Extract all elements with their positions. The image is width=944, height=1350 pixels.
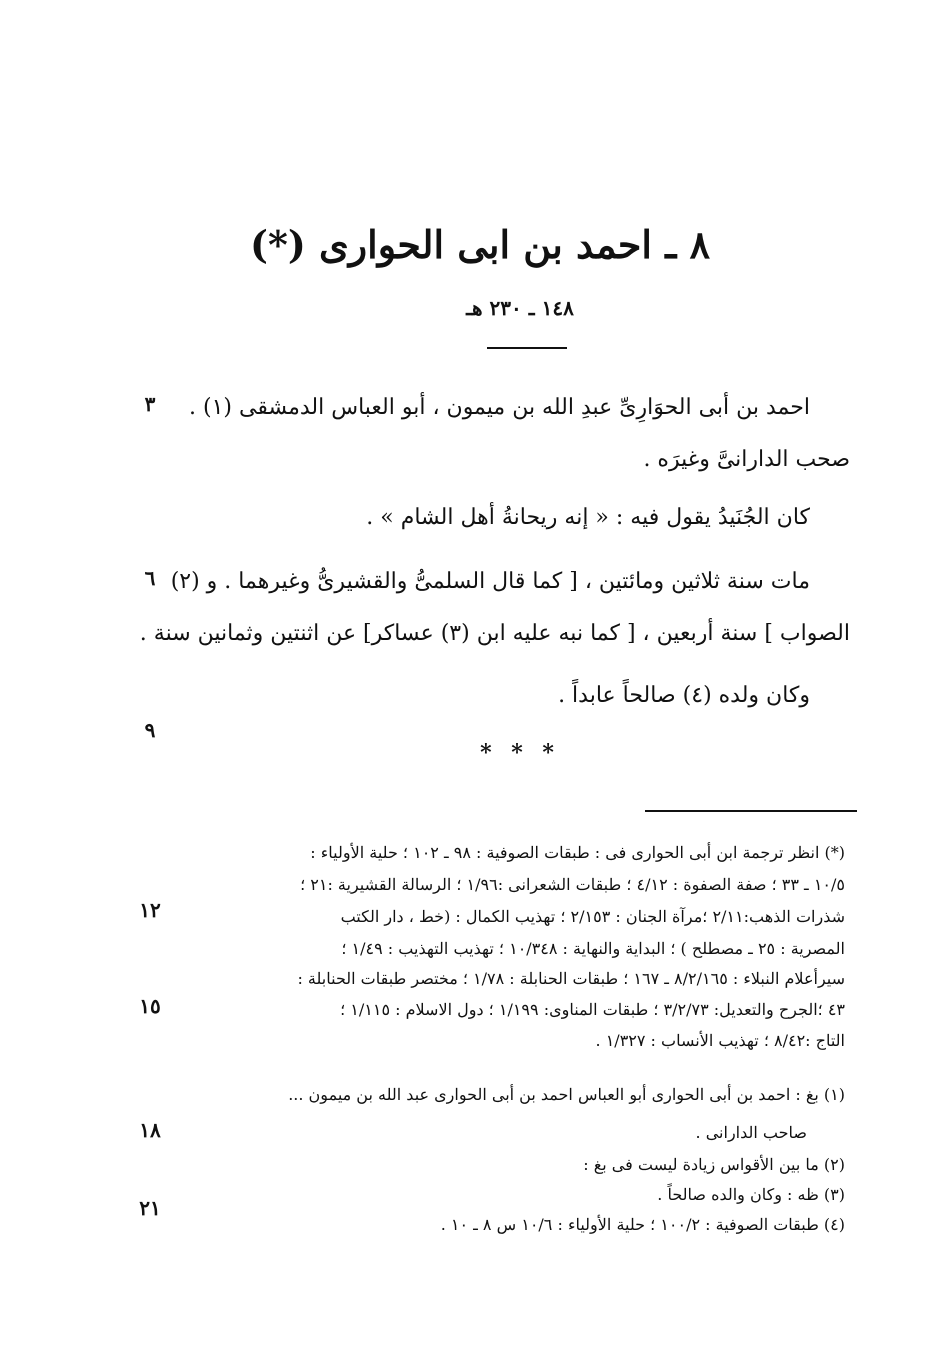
margin-line-number-6: ٦ (144, 566, 156, 590)
footnote-source-line-4: المصرية : ٢٥ ـ مصطلح ) ؛ البداية والنهاية : ١٠/٣٤٨ ؛ تهذيب التهذيب : ١/٤٩ ؛ (341, 939, 845, 958)
section-separator: * * * (480, 740, 560, 766)
margin-line-number-15: ١٥ (139, 994, 161, 1018)
footnote-1-continued: صاحب الدارانى . (695, 1123, 807, 1142)
title-divider (487, 347, 567, 349)
footnote-source-line-5: سيرأعلام النبلاء : ٨/٢/١٦٥ ـ ١٦٧ ؛ طبقات الحنابلة : ١/٧٨ ؛ مختصر طبقات الحنابلة : (297, 969, 845, 988)
margin-line-number-3: ٣ (144, 392, 156, 416)
body-line-2: صحب الدارانىَّ وغيرَه . (643, 447, 850, 472)
margin-line-number-21: ٢١ (139, 1196, 161, 1220)
body-line-6: وكان ولده (٤) صالحاً عابداً . (558, 683, 810, 708)
chapter-dates: ١٤٨ ـ ٢٣٠ هـ (466, 296, 574, 320)
body-line-3: كان الجُنَيدُ يقول فيه : « إنه ريحانةُ أهل الشام » . (366, 505, 810, 530)
footnote-3: (٣) ظه : وكان والده صالحاً . (657, 1185, 845, 1204)
margin-line-number-18: ١٨ (139, 1118, 161, 1142)
body-line-4: مات سنة ثلاثين ومائتين ، [ كما قال السلمىُّ والقشيرىُّ وغيرهما . و (٢) (170, 569, 810, 594)
margin-line-number-12: ١٢ (139, 898, 161, 922)
footnote-source-line-7: التاج :٨/٤٢ ؛ تهذيب الأنساب : ١/٣٢٧ . (595, 1031, 845, 1050)
footnote-source-line-3: شذرات الذهب:٢/١١ ؛مرآة الجنان : ٢/١٥٣ ؛ تهذيب الكمال : (خط ، دار الكتب (340, 907, 845, 926)
margin-line-number-9: ٩ (144, 718, 156, 742)
body-line-1: احمد بن أبى الحوَارِىِّ عبدِ الله بن ميمون ، أبو العباس الدمشقى (١) . (189, 395, 810, 420)
body-line-5: الصواب ] سنة أربعين ، [ كما نبه عليه ابن (٣) عساكر] عن اثنتين وثمانين سنة . (139, 621, 850, 646)
chapter-title: ٨ ـ احمد بن ابى الحوارى (*) (250, 222, 710, 267)
footnote-source-line-2: ١٠/٥ ـ ٣٣ ؛ صفة الصفوة : ٤/١٢ ؛ طبقات الشعرانى :١/٩٦ ؛ الرسالة القشيرية :٢١ ؛ (300, 875, 845, 894)
footnote-1: (١) بغ : احمد بن أبى الحوارى أبو العباس احمد بن أبى الحوارى عبد الله بن ميمون ... (288, 1085, 845, 1104)
footnote-source-line-1: (*) انظر ترجمة ابن أبى الحوارى فى : طبقات الصوفية : ٩٨ ـ ١٠٢ ؛ حلية الأولياء : (310, 843, 845, 862)
footnote-divider (645, 810, 857, 812)
footnote-2: (٢) ما بين الأقواس زيادة ليست فى بغ : (583, 1155, 845, 1174)
footnote-source-line-6: ٤٣ ؛الجرح والتعديل: ٣/٢/٧٣ ؛ طبقات المناوى: ١/١٩٩ ؛ دول الاسلام : ١/١١٥ ؛ (340, 1000, 845, 1019)
footnote-4: (٤) طبقات الصوفية : ١٠٠/٢ ؛ حلية الأولياء : ١٠/٦ س ٨ ـ ١٠ . (440, 1215, 845, 1234)
